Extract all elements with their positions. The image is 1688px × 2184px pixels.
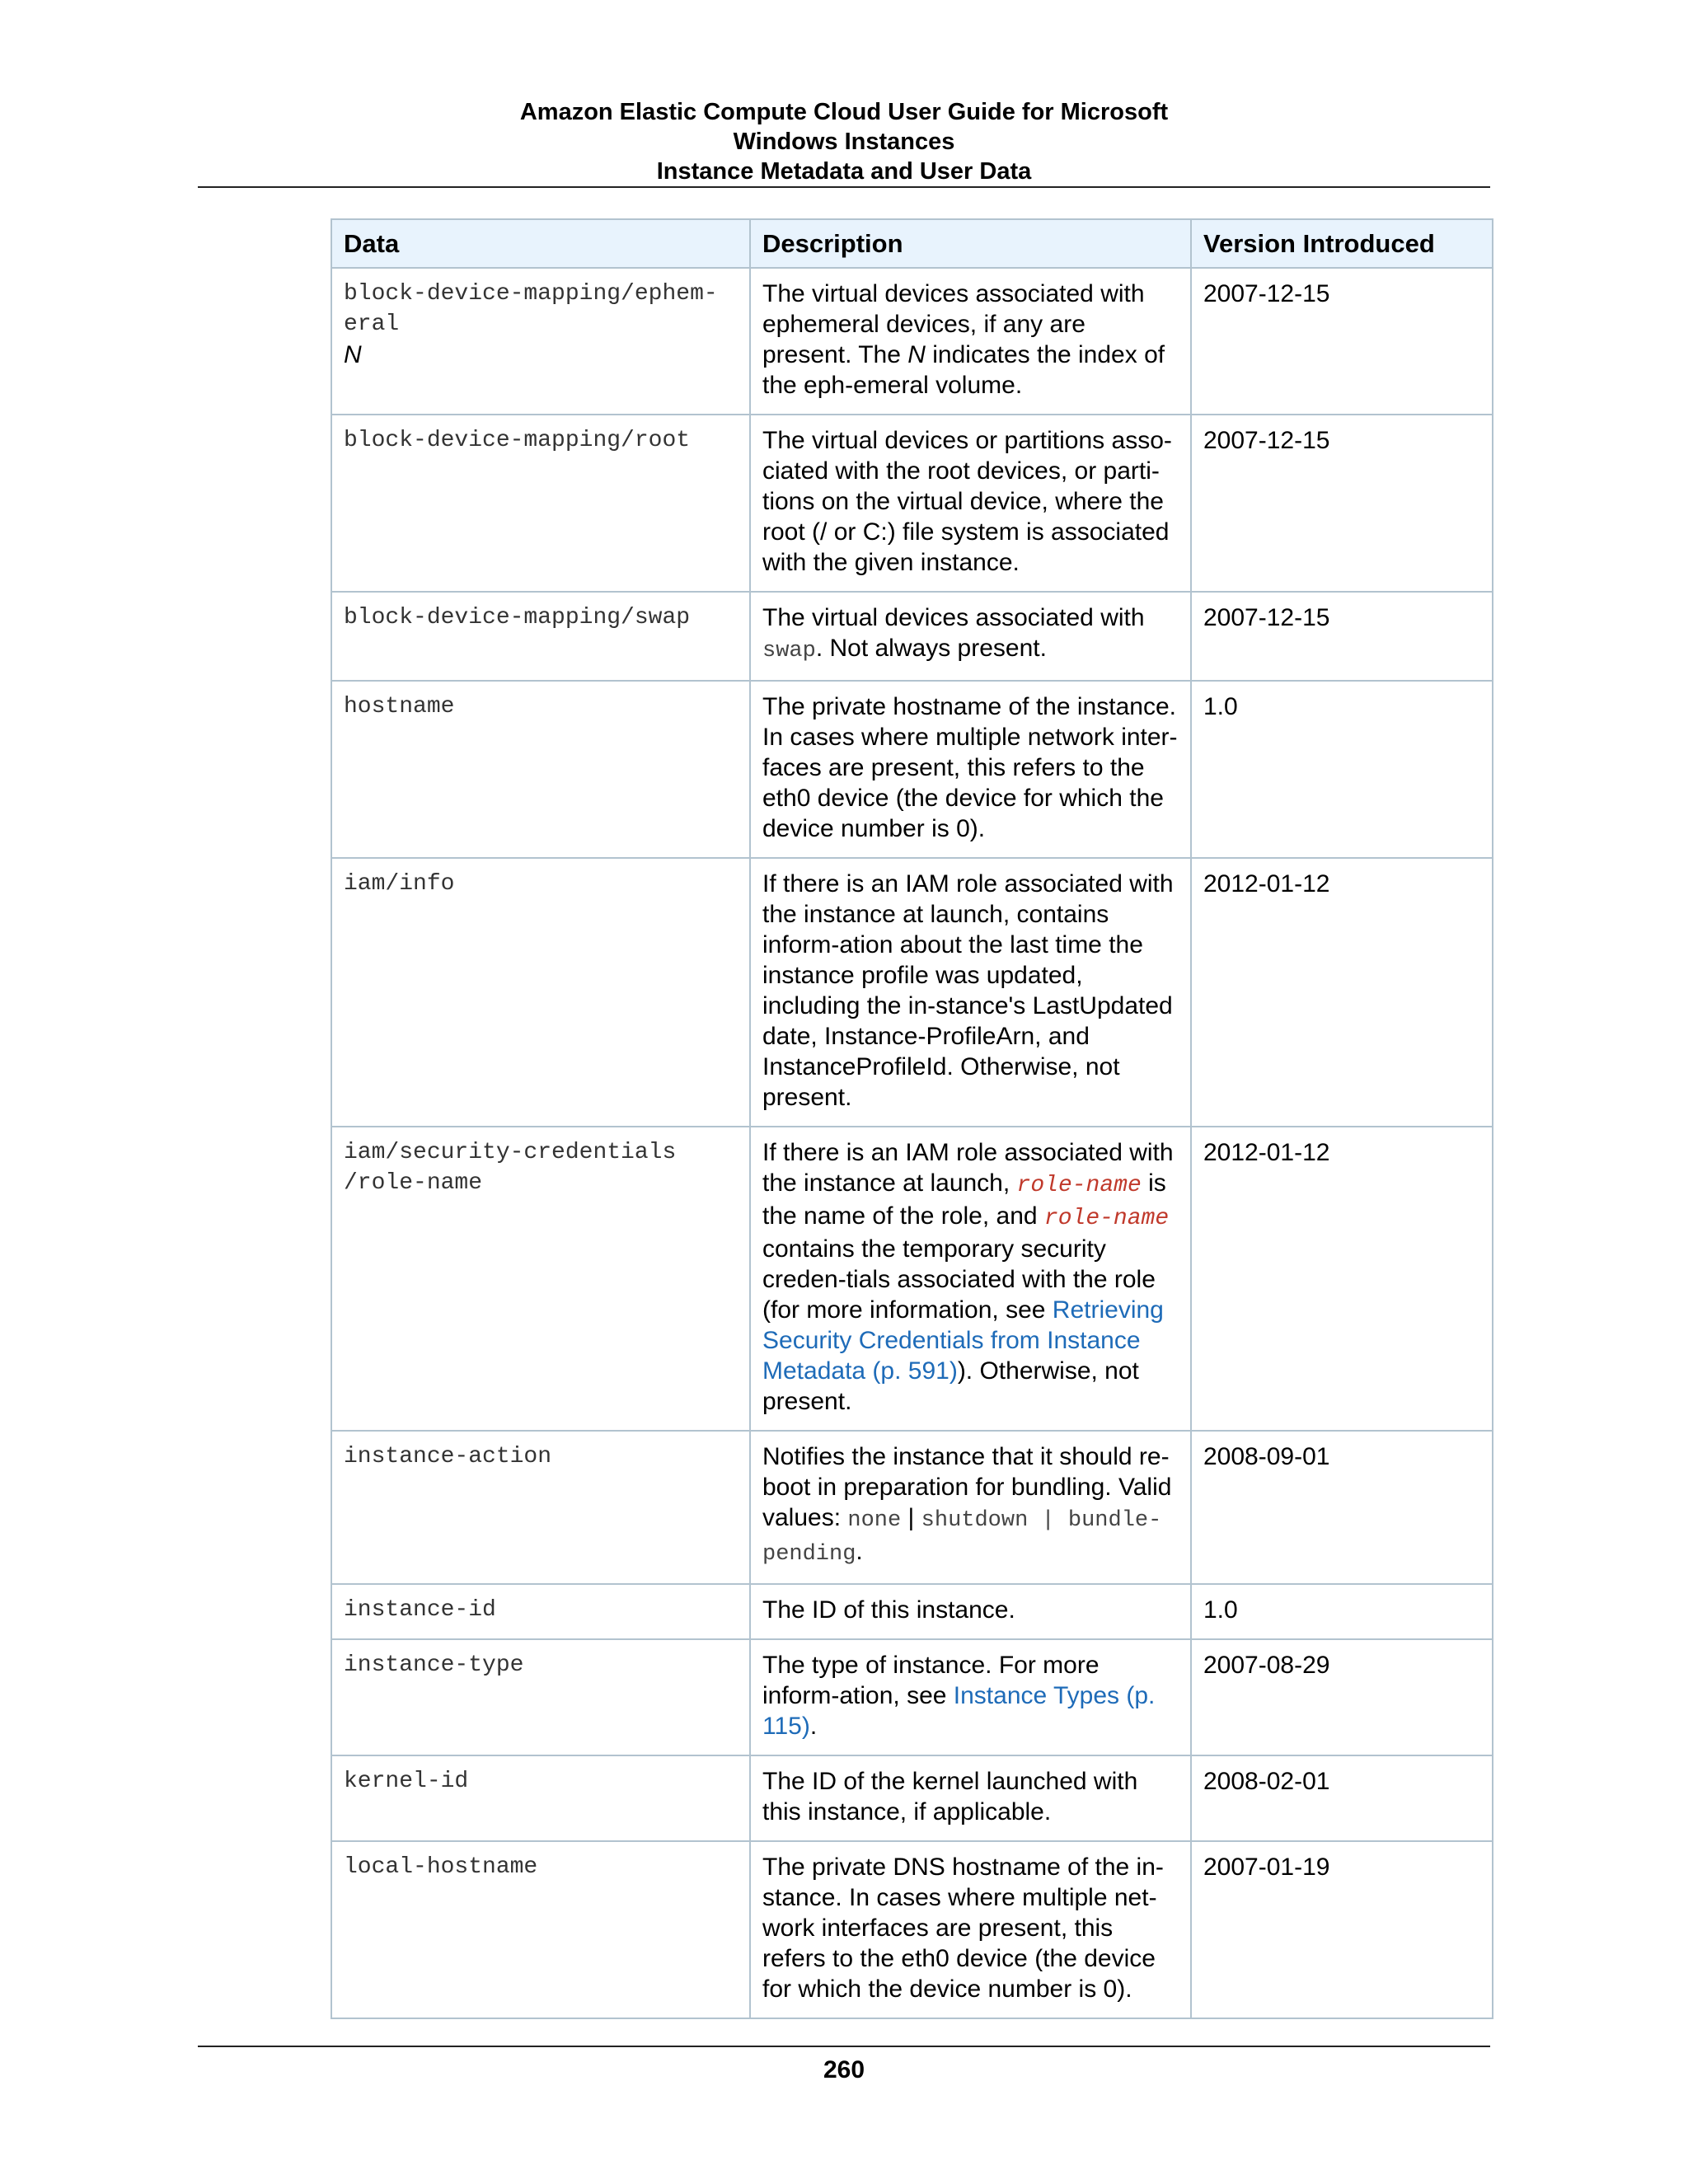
- data-key-cell: local-hostname: [331, 1841, 750, 2018]
- description-text: The virtual devices associated with ephemeral devices, if any are present. The: [762, 280, 1145, 368]
- description-cell: The ID of this instance.: [750, 1584, 1191, 1639]
- version-cell: 2007-12-15: [1191, 592, 1493, 681]
- table-row: [331, 1755, 1493, 1841]
- description-text: is the name of the role, and: [762, 1169, 1166, 1230]
- metadata-categories-table: [331, 218, 1493, 2019]
- description-text: .: [809, 1713, 818, 1740]
- data-key-variable: N: [344, 341, 362, 368]
- data-key-line: block-device-mapping/ephem-: [344, 281, 718, 307]
- data-key-cell: hostname: [331, 681, 750, 858]
- table-row: [331, 1841, 1493, 2018]
- data-key-cell: iam/info: [331, 858, 750, 1127]
- version-cell: 2007-08-29: [1191, 1639, 1493, 1755]
- description-text: The virtual devices associated with: [762, 604, 1145, 631]
- column-header-data: Data: [331, 219, 750, 268]
- table-row: [331, 1639, 1493, 1755]
- description-text: ). Otherwise, not present.: [762, 1357, 1139, 1415]
- value-separator: |: [901, 1504, 921, 1531]
- retrieving-security-credentials-link[interactable]: Retrieving Security Credentials from Instance Metadata (p. 591): [762, 1296, 1164, 1385]
- footer-divider: [198, 2046, 1490, 2047]
- inline-code: none: [847, 1508, 902, 1533]
- description-cell: [750, 1127, 1191, 1431]
- data-key-cell: [331, 1127, 750, 1431]
- data-key-cell: block-device-mapping/root: [331, 415, 750, 592]
- description-cell: The ID of the kernel launched with this instance, if applicable.: [750, 1755, 1191, 1841]
- data-key-cell: kernel-id: [331, 1755, 750, 1841]
- version-cell: 2012-01-12: [1191, 1127, 1493, 1431]
- table-row: [331, 415, 1493, 592]
- instance-types-link[interactable]: Instance Types (p. 115): [762, 1682, 1156, 1740]
- data-key-cell: instance-type: [331, 1639, 750, 1755]
- description-cell: [750, 592, 1191, 681]
- description-text: contains the temporary security creden-tials associated with the role (for more information, see: [762, 1235, 1156, 1324]
- table-row: [331, 592, 1493, 681]
- description-cell: [750, 268, 1191, 415]
- table-row: [331, 1584, 1493, 1639]
- data-key-line: eral: [344, 312, 400, 337]
- description-cell: [750, 1639, 1191, 1755]
- version-cell: 2008-09-01: [1191, 1431, 1493, 1584]
- version-cell: 2008-02-01: [1191, 1755, 1493, 1841]
- version-cell: 2007-01-19: [1191, 1841, 1493, 2018]
- inline-code: shutdown | bundle-pending: [762, 1508, 1162, 1567]
- version-cell: 2012-01-12: [1191, 858, 1493, 1127]
- data-key-line: iam/security-credentials: [344, 1140, 677, 1165]
- table-header-row: [331, 219, 1493, 268]
- table-row: [331, 858, 1493, 1127]
- description-text: The type of instance. For more inform-ation, see: [762, 1652, 1100, 1709]
- data-key-cell: instance-id: [331, 1584, 750, 1639]
- description-cell: If there is an IAM role associated with the instance at launch, contains inform-ation about the last time the instance profile was updated, including the in-stance's LastUpdated date, Instance-ProfileArn, and InstanceProfileId. Otherwise, not present.: [750, 858, 1191, 1127]
- version-cell: 1.0: [1191, 1584, 1493, 1639]
- description-cell: The private hostname of the instance. In cases where multiple network inter-faces are present, this refers to the eth0 device (the device for which the device number is 0).: [750, 681, 1191, 858]
- data-key-cell: instance-action: [331, 1431, 750, 1584]
- header-section-title: Instance Metadata and User Data: [656, 158, 1032, 185]
- description-cell: The private DNS hostname of the in-stance. In cases where multiple net-work interfaces are present, this refers to the eth0 device (the device for which the device number is 0).: [750, 1841, 1191, 2018]
- header-divider: [198, 186, 1490, 188]
- data-key-line: /role-name: [344, 1170, 483, 1196]
- version-cell: 2007-12-15: [1191, 268, 1493, 415]
- running-header: [198, 97, 1490, 186]
- replaceable-role-name: role-name: [1043, 1206, 1170, 1231]
- column-header-description: Description: [750, 219, 1191, 268]
- description-variable: N: [907, 341, 926, 368]
- header-title-line-1: Amazon Elastic Compute Cloud User Guide for Microsoft: [519, 99, 1169, 125]
- data-key-cell: [331, 268, 750, 415]
- description-text: indicates the index of the eph-emeral volume.: [762, 341, 1165, 399]
- description-text: Notifies the instance that it should re-boot in preparation for bundling. Valid values:: [762, 1443, 1172, 1531]
- data-key-cell: block-device-mapping/swap: [331, 592, 750, 681]
- description-cell: The virtual devices or partitions asso-ciated with the root devices, or parti-tions on the virtual device, where the root (/ or C:) file system is associated with the given instance.: [750, 415, 1191, 592]
- version-cell: 2007-12-15: [1191, 415, 1493, 592]
- description-text: .: [856, 1538, 863, 1565]
- description-text: . Not always present.: [815, 635, 1047, 662]
- table-row: [331, 1431, 1493, 1584]
- table-row: [331, 268, 1493, 415]
- description-cell: [750, 1431, 1191, 1584]
- table-row: [331, 681, 1493, 858]
- replaceable-role-name: role-name: [1016, 1173, 1142, 1198]
- header-title-line-2: Windows Instances: [733, 129, 955, 155]
- version-cell: 1.0: [1191, 681, 1493, 858]
- page-number: 260: [823, 2056, 865, 2083]
- inline-code: swap: [762, 639, 816, 663]
- description-text: If there is an IAM role associated with the instance at launch,: [762, 1139, 1174, 1197]
- column-header-version: Version Introduced: [1191, 219, 1493, 268]
- table-row: [331, 1127, 1493, 1431]
